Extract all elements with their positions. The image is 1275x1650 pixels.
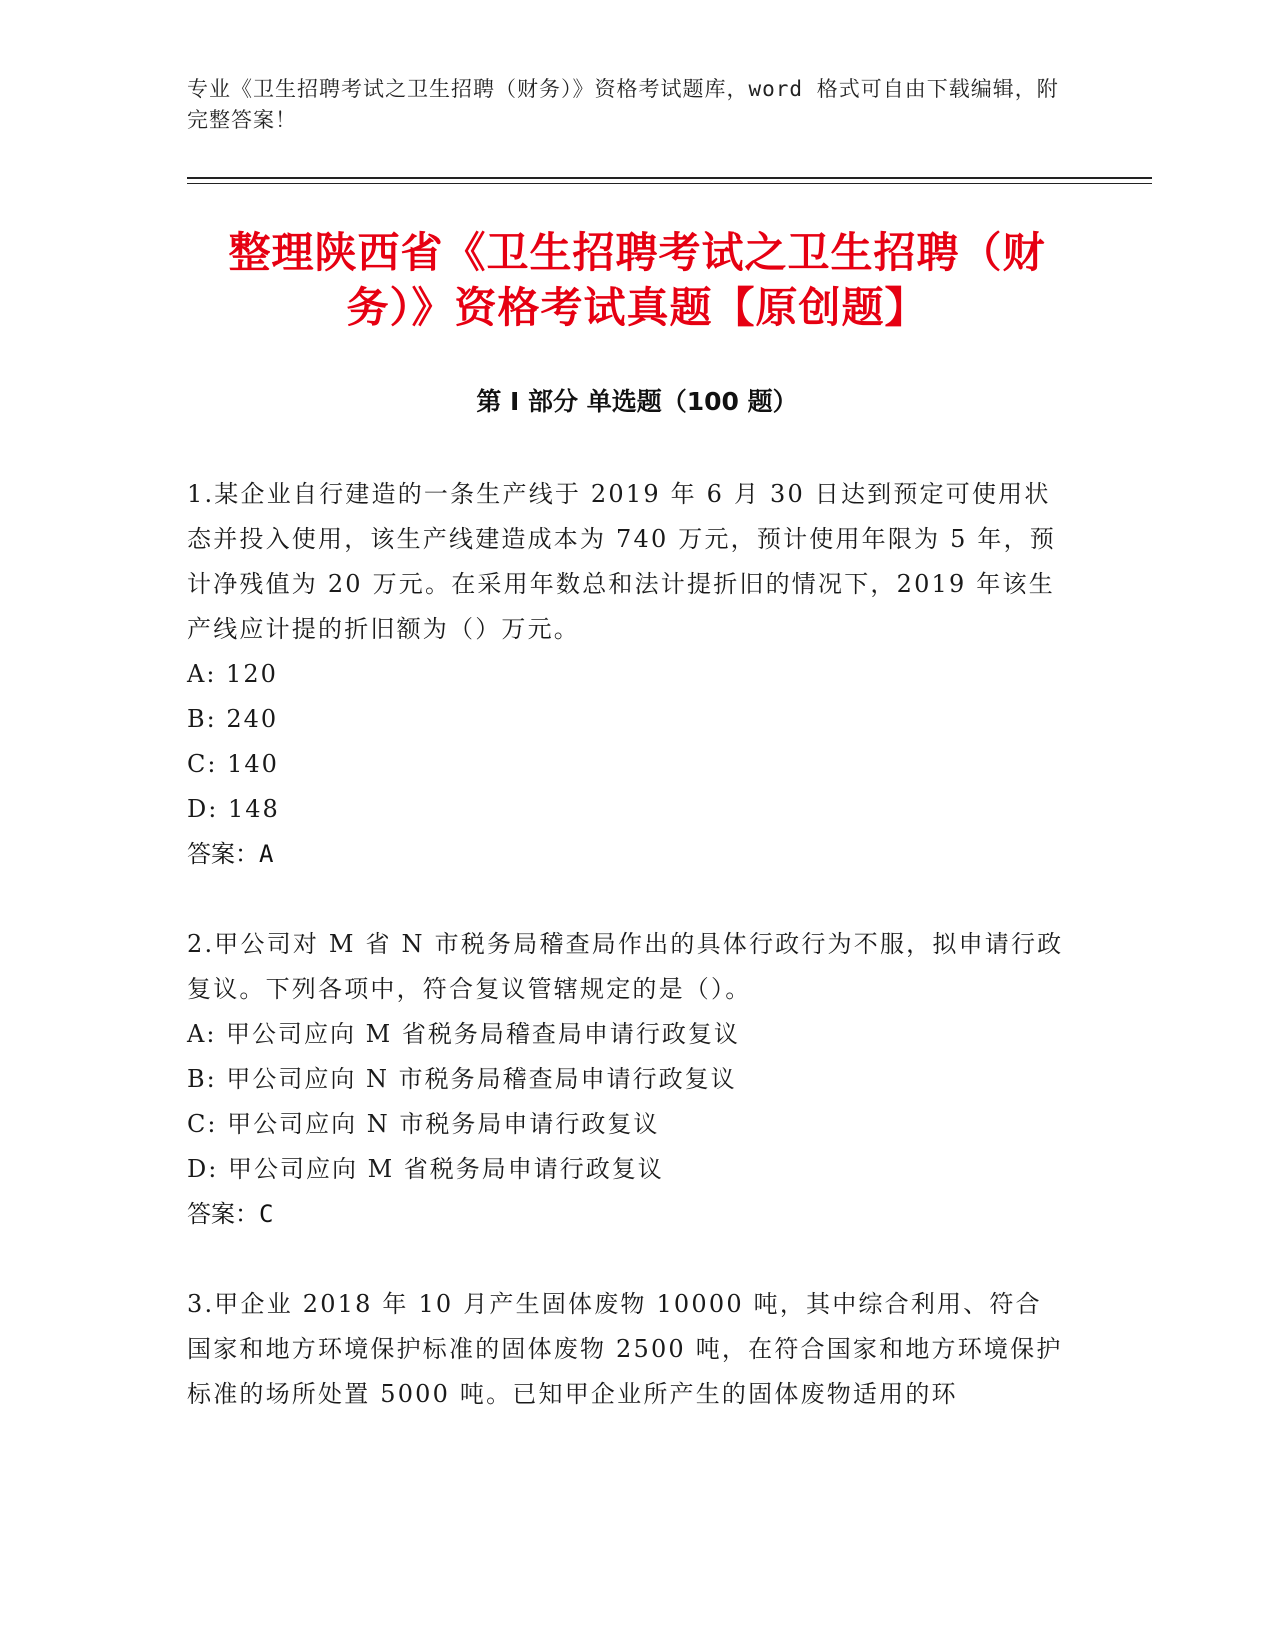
answer-label: 答案： — [187, 840, 259, 868]
header-divider-thin — [187, 183, 1152, 184]
answer-value: A — [259, 840, 274, 868]
answer-line — [187, 1192, 1067, 1237]
question-2 — [187, 922, 1067, 1237]
option-b: B: 甲公司应向 N 市税务局稽查局申请行政复议 — [187, 1065, 737, 1093]
header-divider-thick — [187, 177, 1152, 179]
option-b: B: 240 — [187, 705, 279, 733]
answer-label: 答案： — [187, 1200, 259, 1228]
header-note: 专业《卫生招聘考试之卫生招聘（财务）》资格考试题库，word 格式可自由下载编辑，附完整答案！ — [187, 77, 1059, 132]
option-c: C: 甲公司应向 N 市税务局申请行政复议 — [187, 1110, 660, 1138]
option-a: A: 甲公司应向 M 省税务局稽查局申请行政复议 — [187, 1020, 740, 1048]
question-1 — [187, 472, 1067, 877]
question-stem: 1.某企业自行建造的一条生产线于 2019 年 6 月 30 日达到预定可使用状态并投入使用，该生产线建造成本为 740 万元，预计使用年限为 5 年，预计净残值为 20 万元。在采用年数总和法计提折旧的情况下，2019 年该生产线应计提的折旧额为（）万元。 — [187, 480, 1056, 643]
document-title: 整理陕西省《卫生招聘考试之卫生招聘（财务）》资格考试真题【原创题】 — [228, 228, 1046, 332]
option-c: C: 140 — [187, 750, 279, 778]
option-d: D: 甲公司应向 M 省税务局申请行政复议 — [187, 1155, 664, 1183]
answer-value: C — [259, 1200, 274, 1228]
option-a: A: 120 — [187, 660, 278, 688]
section-title: 第 I 部分 单选题（100 题） — [476, 387, 798, 416]
option-d: D: 148 — [187, 795, 280, 823]
question-stem: 2.甲公司对 M 省 N 市税务局稽查局作出的具体行政行为不服，拟申请行政复议。下列各项中，符合复议管辖规定的是（）。 — [187, 930, 1064, 1003]
question-list — [187, 472, 1067, 1462]
question-3 — [187, 1282, 1067, 1417]
answer-line — [187, 832, 1067, 877]
question-stem: 3.甲企业 2018 年 10 月产生固体废物 10000 吨，其中综合利用、符合国家和地方环境保护标准的固体废物 2500 吨，在符合国家和地方环境保护标准的场所处置 5000 吨。已知甲企业所产生的固体废物适用的环 — [187, 1290, 1063, 1408]
